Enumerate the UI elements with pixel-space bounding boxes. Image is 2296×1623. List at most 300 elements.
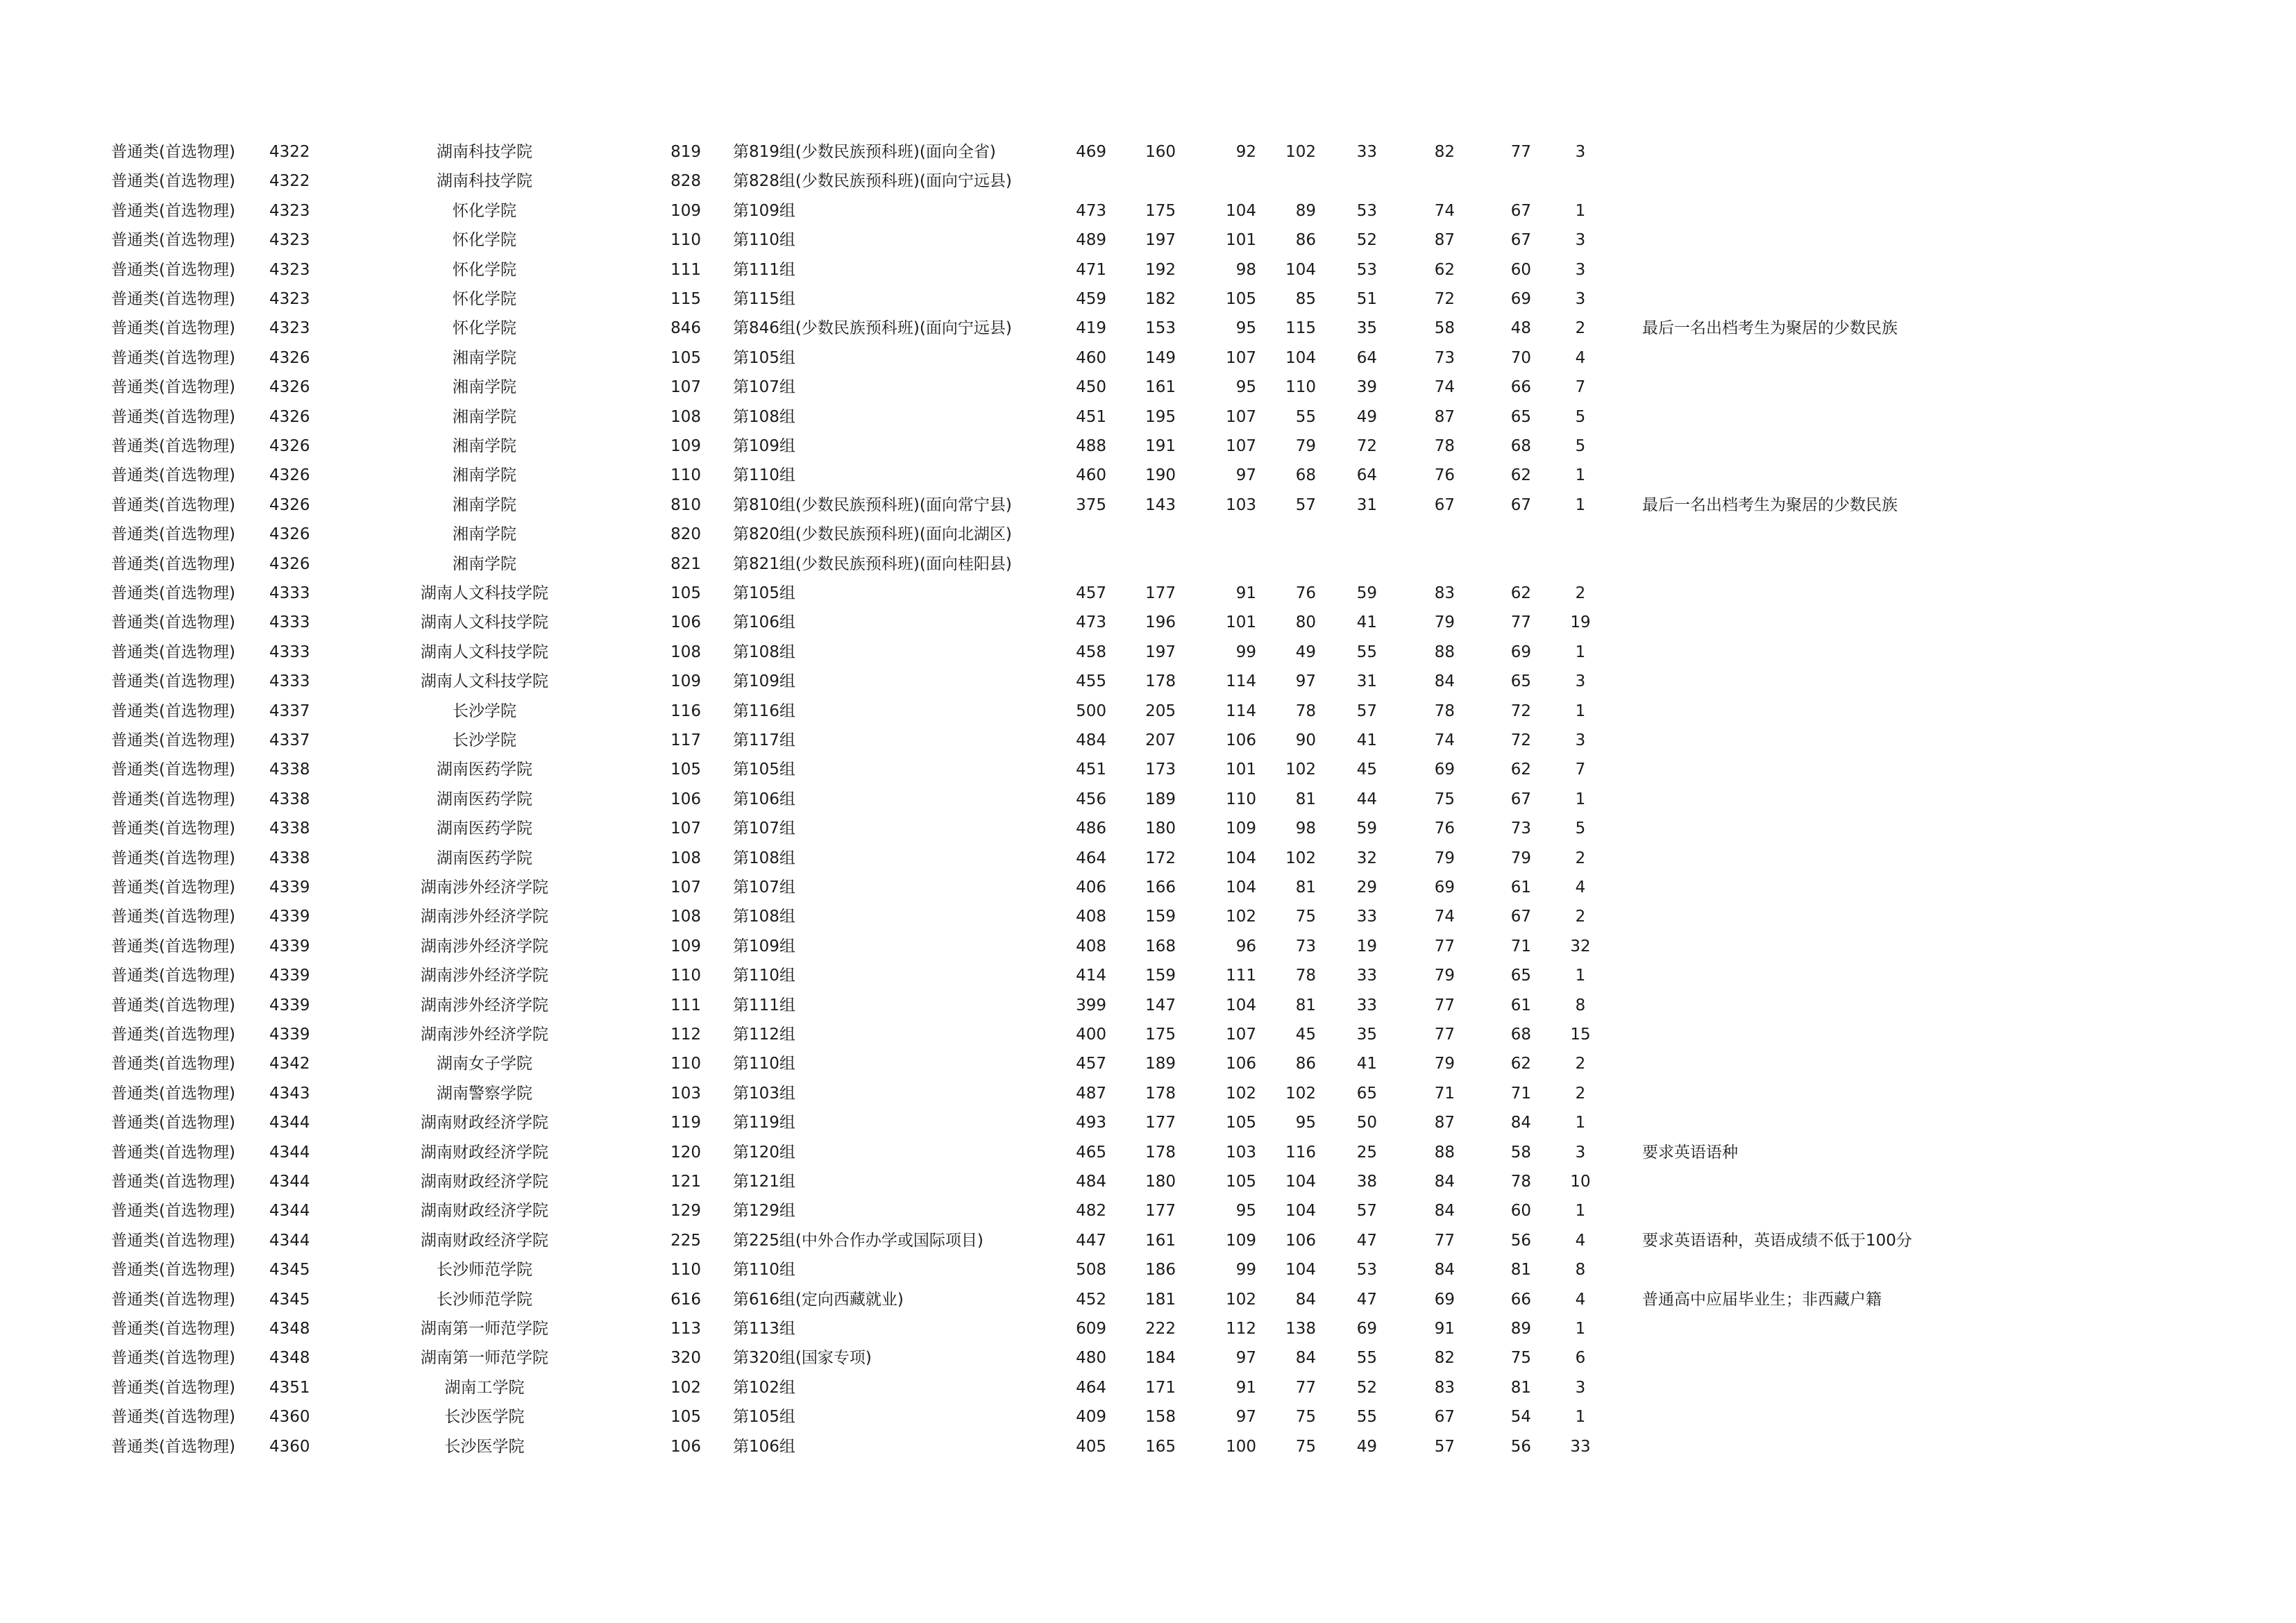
score-cell-4: 68 bbox=[1295, 466, 1316, 485]
score-cell-4: 84 bbox=[1295, 1290, 1316, 1309]
school-code-cell: 4323 bbox=[269, 319, 310, 338]
category-cell: 普通类(首选物理) bbox=[111, 643, 235, 661]
group-name-cell: 第110组 bbox=[733, 967, 795, 985]
score-cell-7: 75 bbox=[1510, 1349, 1531, 1368]
score-cell-7: 68 bbox=[1510, 437, 1531, 455]
score-cell-2: 180 bbox=[1145, 819, 1176, 838]
group-code-cell: 110 bbox=[670, 231, 701, 250]
category-cell: 普通类(首选物理) bbox=[111, 1408, 235, 1427]
score-cell-5: 35 bbox=[1356, 319, 1377, 338]
category-cell: 普通类(首选物理) bbox=[111, 466, 235, 485]
score-cell-2: 165 bbox=[1145, 1437, 1176, 1456]
score-cell-6: 67 bbox=[1434, 1408, 1455, 1427]
score-cell-5: 72 bbox=[1356, 437, 1377, 455]
group-name-cell: 第111组 bbox=[733, 996, 795, 1014]
score-cell-2: 159 bbox=[1145, 908, 1176, 926]
score-cell-6 bbox=[1417, 167, 1455, 196]
score-cell-7: 62 bbox=[1510, 760, 1531, 779]
school-code-cell: 4338 bbox=[269, 819, 310, 838]
school-code-cell: 4338 bbox=[269, 760, 310, 779]
score-cell-5: 52 bbox=[1356, 231, 1377, 250]
score-cell-2: 178 bbox=[1145, 1143, 1176, 1162]
school-name-cell: 湖南人文科技学院 bbox=[421, 672, 548, 691]
table-row bbox=[0, 608, 2296, 637]
category-cell: 普通类(首选物理) bbox=[111, 790, 235, 808]
group-name-cell: 第107组 bbox=[733, 819, 795, 838]
school-name-cell: 湖南医药学院 bbox=[437, 849, 532, 867]
school-name-cell: 湖南财政经济学院 bbox=[421, 1143, 548, 1162]
score-cell-6: 77 bbox=[1434, 937, 1455, 955]
school-code-cell: 4326 bbox=[269, 437, 310, 455]
score-cell-6: 82 bbox=[1434, 143, 1455, 161]
table-row bbox=[0, 284, 2296, 314]
school-name-cell: 湘南学院 bbox=[453, 495, 516, 514]
table-row bbox=[0, 726, 2296, 755]
score-cell-4: 97 bbox=[1295, 672, 1316, 691]
group-code-cell: 111 bbox=[670, 260, 701, 279]
table-row bbox=[0, 961, 2296, 990]
group-name-cell: 第110组 bbox=[733, 231, 795, 250]
score-cell-6 bbox=[1417, 520, 1455, 549]
school-name-cell: 湖南人文科技学院 bbox=[421, 584, 548, 602]
score-cell-2: 192 bbox=[1145, 260, 1176, 279]
school-code-cell: 4345 bbox=[269, 1261, 310, 1280]
score-cell-7: 65 bbox=[1510, 407, 1531, 426]
score-cell-5: 31 bbox=[1356, 672, 1377, 691]
score-cell-3: 104 bbox=[1226, 201, 1256, 220]
score-cell-1: 458 bbox=[1076, 643, 1106, 661]
table-row bbox=[0, 1255, 2296, 1284]
count-cell: 1 bbox=[1575, 702, 1586, 720]
score-cell-6: 57 bbox=[1434, 1437, 1455, 1456]
count-cell: 33 bbox=[1570, 1437, 1591, 1456]
score-cell-1: 465 bbox=[1076, 1143, 1106, 1162]
count-cell: 8 bbox=[1575, 996, 1586, 1014]
group-code-cell: 112 bbox=[670, 1026, 701, 1044]
school-name-cell: 长沙学院 bbox=[453, 731, 516, 749]
score-cell-1: 451 bbox=[1076, 407, 1106, 426]
table-row bbox=[0, 1196, 2296, 1225]
score-cell-4: 102 bbox=[1285, 143, 1316, 161]
table-row bbox=[0, 137, 2296, 167]
table-row bbox=[0, 667, 2296, 696]
score-cell-1: 406 bbox=[1076, 878, 1106, 897]
score-cell-1 bbox=[1069, 520, 1106, 549]
category-cell: 普通类(首选物理) bbox=[111, 319, 235, 338]
score-cell-2: 177 bbox=[1145, 1202, 1176, 1221]
score-cell-5: 53 bbox=[1356, 260, 1377, 279]
group-code-cell: 821 bbox=[670, 554, 701, 573]
score-cell-3: 98 bbox=[1235, 260, 1256, 279]
school-code-cell: 4323 bbox=[269, 231, 310, 250]
group-code-cell: 119 bbox=[670, 1114, 701, 1132]
group-name-cell: 第107组 bbox=[733, 378, 795, 397]
score-cell-3: 104 bbox=[1226, 849, 1256, 867]
school-code-cell: 4338 bbox=[269, 790, 310, 808]
school-name-cell: 湘南学院 bbox=[453, 466, 516, 485]
score-cell-1: 409 bbox=[1076, 1408, 1106, 1427]
school-code-cell: 4344 bbox=[269, 1114, 310, 1132]
score-cell-3: 97 bbox=[1235, 1408, 1256, 1427]
category-cell: 普通类(首选物理) bbox=[111, 1261, 235, 1280]
score-cell-3: 92 bbox=[1235, 143, 1256, 161]
group-code-cell: 820 bbox=[670, 525, 701, 544]
score-cell-3: 100 bbox=[1226, 1437, 1256, 1456]
category-cell: 普通类(首选物理) bbox=[111, 172, 235, 191]
score-cell-2: 207 bbox=[1145, 731, 1176, 749]
count-cell: 7 bbox=[1575, 760, 1586, 779]
score-cell-3: 111 bbox=[1226, 967, 1256, 985]
score-cell-1: 399 bbox=[1076, 996, 1106, 1014]
school-name-cell: 湖南警察学院 bbox=[437, 1084, 532, 1103]
school-code-cell: 4344 bbox=[269, 1202, 310, 1221]
category-cell: 普通类(首选物理) bbox=[111, 849, 235, 867]
score-cell-7: 69 bbox=[1510, 290, 1531, 308]
group-name-cell: 第105组 bbox=[733, 1408, 795, 1427]
score-cell-2: 186 bbox=[1145, 1261, 1176, 1280]
score-cell-3 bbox=[1219, 550, 1256, 579]
count-cell: 32 bbox=[1570, 937, 1591, 955]
table-row bbox=[0, 932, 2296, 961]
group-name-cell: 第120组 bbox=[733, 1143, 795, 1162]
school-code-cell: 4339 bbox=[269, 908, 310, 926]
score-cell-4: 116 bbox=[1285, 1143, 1316, 1162]
score-cell-3: 102 bbox=[1226, 908, 1256, 926]
score-cell-5: 51 bbox=[1356, 290, 1377, 308]
score-cell-4: 104 bbox=[1285, 1173, 1316, 1191]
score-cell-3: 107 bbox=[1226, 437, 1256, 455]
remark-cell: 最后一名出档考生为聚居的少数民族 bbox=[1642, 319, 1898, 338]
group-code-cell: 108 bbox=[670, 908, 701, 926]
score-cell-7: 70 bbox=[1510, 348, 1531, 367]
group-name-cell: 第110组 bbox=[733, 1055, 795, 1073]
score-cell-6: 72 bbox=[1434, 290, 1455, 308]
school-name-cell: 湖南财政经济学院 bbox=[421, 1231, 548, 1250]
group-name-cell: 第105组 bbox=[733, 348, 795, 367]
score-cell-3: 114 bbox=[1226, 672, 1256, 691]
category-cell: 普通类(首选物理) bbox=[111, 731, 235, 749]
count-cell: 5 bbox=[1575, 437, 1586, 455]
score-cell-5: 64 bbox=[1356, 348, 1377, 367]
score-cell-7: 66 bbox=[1510, 1290, 1531, 1309]
score-cell-6: 84 bbox=[1434, 672, 1455, 691]
score-cell-7: 48 bbox=[1510, 319, 1531, 338]
score-cell-4 bbox=[1278, 550, 1316, 579]
table-row bbox=[0, 373, 2296, 402]
score-cell-4: 102 bbox=[1285, 760, 1316, 779]
table-row bbox=[0, 432, 2296, 461]
count-cell: 1 bbox=[1575, 201, 1586, 220]
school-code-cell: 4339 bbox=[269, 996, 310, 1014]
school-name-cell: 湖南涉外经济学院 bbox=[421, 996, 548, 1014]
school-name-cell: 湖南财政经济学院 bbox=[421, 1202, 548, 1221]
score-cell-6: 91 bbox=[1434, 1320, 1455, 1338]
group-code-cell: 121 bbox=[670, 1173, 701, 1191]
category-cell: 普通类(首选物理) bbox=[111, 495, 235, 514]
score-cell-7: 54 bbox=[1510, 1408, 1531, 1427]
category-cell: 普通类(首选物理) bbox=[111, 1378, 235, 1397]
count-cell: 4 bbox=[1575, 348, 1586, 367]
score-cell-6: 83 bbox=[1434, 584, 1455, 602]
score-cell-4: 81 bbox=[1295, 996, 1316, 1014]
category-cell: 普通类(首选物理) bbox=[111, 584, 235, 602]
score-cell-6: 58 bbox=[1434, 319, 1455, 338]
score-cell-5: 53 bbox=[1356, 201, 1377, 220]
school-code-cell: 4322 bbox=[269, 143, 310, 161]
count-cell: 2 bbox=[1575, 908, 1586, 926]
score-cell-3: 95 bbox=[1235, 1202, 1256, 1221]
score-cell-7 bbox=[1494, 167, 1531, 196]
score-cell-7: 61 bbox=[1510, 996, 1531, 1014]
score-cell-2: 196 bbox=[1145, 613, 1176, 632]
score-cell-7: 77 bbox=[1510, 143, 1531, 161]
score-cell-5 bbox=[1340, 550, 1377, 579]
score-cell-4: 77 bbox=[1295, 1378, 1316, 1397]
score-cell-6 bbox=[1417, 550, 1455, 579]
score-cell-1: 460 bbox=[1076, 466, 1106, 485]
score-cell-5 bbox=[1340, 167, 1377, 196]
school-name-cell: 湖南涉外经济学院 bbox=[421, 967, 548, 985]
score-cell-4: 78 bbox=[1295, 702, 1316, 720]
score-cell-4: 81 bbox=[1295, 878, 1316, 897]
score-cell-3: 106 bbox=[1226, 731, 1256, 749]
score-cell-6: 69 bbox=[1434, 878, 1455, 897]
group-code-cell: 106 bbox=[670, 1437, 701, 1456]
score-cell-4: 75 bbox=[1295, 1408, 1316, 1427]
count-cell: 3 bbox=[1575, 731, 1586, 749]
table-row bbox=[0, 461, 2296, 490]
group-code-cell: 110 bbox=[670, 1055, 701, 1073]
score-cell-1: 473 bbox=[1076, 613, 1106, 632]
score-cell-1: 471 bbox=[1076, 260, 1106, 279]
score-cell-3: 95 bbox=[1235, 378, 1256, 397]
score-cell-4: 76 bbox=[1295, 584, 1316, 602]
category-cell: 普通类(首选物理) bbox=[111, 819, 235, 838]
group-code-cell: 616 bbox=[670, 1290, 701, 1309]
score-cell-3: 107 bbox=[1226, 348, 1256, 367]
score-cell-1: 480 bbox=[1076, 1349, 1106, 1368]
school-code-cell: 4348 bbox=[269, 1320, 310, 1338]
score-cell-4: 138 bbox=[1285, 1320, 1316, 1338]
score-cell-1: 405 bbox=[1076, 1437, 1106, 1456]
group-name-cell: 第108组 bbox=[733, 908, 795, 926]
score-cell-7: 71 bbox=[1510, 937, 1531, 955]
score-cell-5: 35 bbox=[1356, 1026, 1377, 1044]
score-cell-2: 158 bbox=[1145, 1408, 1176, 1427]
score-cell-6: 71 bbox=[1434, 1084, 1455, 1103]
score-cell-7: 81 bbox=[1510, 1261, 1531, 1280]
school-name-cell: 长沙医学院 bbox=[444, 1408, 525, 1427]
group-name-cell: 第810组(少数民族预科班)(面向常宁县) bbox=[733, 495, 1012, 514]
school-code-cell: 4323 bbox=[269, 290, 310, 308]
score-cell-4: 45 bbox=[1295, 1026, 1316, 1044]
score-cell-5: 32 bbox=[1356, 849, 1377, 867]
school-code-cell: 4348 bbox=[269, 1349, 310, 1368]
category-cell: 普通类(首选物理) bbox=[111, 672, 235, 691]
table-row bbox=[0, 785, 2296, 814]
group-name-cell: 第109组 bbox=[733, 937, 795, 955]
count-cell: 4 bbox=[1575, 1231, 1586, 1250]
score-cell-3: 99 bbox=[1235, 643, 1256, 661]
score-cell-2: 168 bbox=[1145, 937, 1176, 955]
score-cell-2: 190 bbox=[1145, 466, 1176, 485]
group-name-cell: 第828组(少数民族预科班)(面向宁远县) bbox=[733, 172, 1012, 191]
school-code-cell: 4333 bbox=[269, 613, 310, 632]
count-cell: 1 bbox=[1575, 466, 1586, 485]
score-cell-7: 68 bbox=[1510, 1026, 1531, 1044]
school-code-cell: 4323 bbox=[269, 260, 310, 279]
score-cell-6: 78 bbox=[1434, 702, 1455, 720]
score-cell-7: 62 bbox=[1510, 1055, 1531, 1073]
score-cell-4: 86 bbox=[1295, 1055, 1316, 1073]
school-code-cell: 4339 bbox=[269, 878, 310, 897]
count-cell: 3 bbox=[1575, 231, 1586, 250]
school-code-cell: 4322 bbox=[269, 172, 310, 191]
table-row bbox=[0, 873, 2296, 902]
category-cell: 普通类(首选物理) bbox=[111, 1055, 235, 1073]
group-code-cell: 320 bbox=[670, 1349, 701, 1368]
table-row bbox=[0, 520, 2296, 549]
group-code-cell: 109 bbox=[670, 937, 701, 955]
school-name-cell: 怀化学院 bbox=[453, 319, 516, 338]
school-name-cell: 湖南工学院 bbox=[444, 1378, 525, 1397]
count-cell bbox=[1562, 520, 1599, 549]
school-code-cell: 4326 bbox=[269, 554, 310, 573]
score-cell-6: 74 bbox=[1434, 201, 1455, 220]
school-name-cell: 湖南财政经济学院 bbox=[421, 1173, 548, 1191]
score-cell-4: 104 bbox=[1285, 1261, 1316, 1280]
score-cell-1: 457 bbox=[1076, 1055, 1106, 1073]
score-cell-2: 189 bbox=[1145, 1055, 1176, 1073]
group-name-cell: 第105组 bbox=[733, 584, 795, 602]
school-code-cell: 4333 bbox=[269, 643, 310, 661]
group-name-cell: 第106组 bbox=[733, 613, 795, 632]
score-cell-5: 33 bbox=[1356, 996, 1377, 1014]
count-cell: 3 bbox=[1575, 260, 1586, 279]
school-code-cell: 4326 bbox=[269, 407, 310, 426]
score-cell-1: 484 bbox=[1076, 731, 1106, 749]
score-cell-7: 56 bbox=[1510, 1437, 1531, 1456]
count-cell: 1 bbox=[1575, 790, 1586, 808]
score-cell-2: 159 bbox=[1145, 967, 1176, 985]
score-cell-6: 79 bbox=[1434, 613, 1455, 632]
score-cell-5: 57 bbox=[1356, 702, 1377, 720]
score-cell-3: 101 bbox=[1226, 760, 1256, 779]
score-cell-5: 33 bbox=[1356, 143, 1377, 161]
count-cell: 8 bbox=[1575, 1261, 1586, 1280]
category-cell: 普通类(首选物理) bbox=[111, 702, 235, 720]
score-cell-1: 457 bbox=[1076, 584, 1106, 602]
score-cell-7: 72 bbox=[1510, 702, 1531, 720]
count-cell: 3 bbox=[1575, 672, 1586, 691]
score-cell-1: 500 bbox=[1076, 702, 1106, 720]
school-code-cell: 4326 bbox=[269, 525, 310, 544]
group-name-cell: 第121组 bbox=[733, 1173, 795, 1191]
group-code-cell: 819 bbox=[670, 143, 701, 161]
group-name-cell: 第119组 bbox=[733, 1114, 795, 1132]
group-name-cell: 第109组 bbox=[733, 201, 795, 220]
score-cell-2: 161 bbox=[1145, 378, 1176, 397]
score-cell-1: 419 bbox=[1076, 319, 1106, 338]
group-code-cell: 225 bbox=[670, 1231, 701, 1250]
group-code-cell: 103 bbox=[670, 1084, 701, 1103]
group-name-cell: 第106组 bbox=[733, 790, 795, 808]
score-cell-1: 452 bbox=[1076, 1290, 1106, 1309]
score-cell-7: 67 bbox=[1510, 495, 1531, 514]
score-cell-7: 60 bbox=[1510, 1202, 1531, 1221]
group-code-cell: 105 bbox=[670, 1408, 701, 1427]
score-cell-2: 149 bbox=[1145, 348, 1176, 367]
score-cell-3: 110 bbox=[1226, 790, 1256, 808]
score-cell-3: 91 bbox=[1235, 584, 1256, 602]
score-cell-1: 489 bbox=[1076, 231, 1106, 250]
score-cell-5: 55 bbox=[1356, 1408, 1377, 1427]
score-cell-2: 180 bbox=[1145, 1173, 1176, 1191]
category-cell: 普通类(首选物理) bbox=[111, 143, 235, 161]
score-cell-7: 67 bbox=[1510, 908, 1531, 926]
count-cell: 1 bbox=[1575, 967, 1586, 985]
group-name-cell: 第108组 bbox=[733, 643, 795, 661]
school-name-cell: 湖南人文科技学院 bbox=[421, 613, 548, 632]
score-cell-7: 65 bbox=[1510, 672, 1531, 691]
category-cell: 普通类(首选物理) bbox=[111, 967, 235, 985]
school-name-cell: 湘南学院 bbox=[453, 378, 516, 397]
score-cell-4 bbox=[1278, 167, 1316, 196]
count-cell: 3 bbox=[1575, 290, 1586, 308]
school-code-cell: 4360 bbox=[269, 1408, 310, 1427]
school-name-cell: 怀化学院 bbox=[453, 201, 516, 220]
category-cell: 普通类(首选物理) bbox=[111, 525, 235, 544]
group-code-cell: 828 bbox=[670, 172, 701, 191]
score-cell-3: 99 bbox=[1235, 1261, 1256, 1280]
group-code-cell: 107 bbox=[670, 878, 701, 897]
score-cell-4: 80 bbox=[1295, 613, 1316, 632]
score-cell-1: 400 bbox=[1076, 1026, 1106, 1044]
table-row bbox=[0, 314, 2296, 343]
score-cell-3: 97 bbox=[1235, 466, 1256, 485]
score-cell-5: 53 bbox=[1356, 1261, 1377, 1280]
score-cell-5: 49 bbox=[1356, 1437, 1377, 1456]
score-cell-2: 195 bbox=[1145, 407, 1176, 426]
score-cell-5: 49 bbox=[1356, 407, 1377, 426]
score-cell-3: 95 bbox=[1235, 319, 1256, 338]
score-cell-6: 87 bbox=[1434, 1114, 1455, 1132]
score-cell-7: 81 bbox=[1510, 1378, 1531, 1397]
score-cell-7: 56 bbox=[1510, 1231, 1531, 1250]
score-cell-4: 75 bbox=[1295, 1437, 1316, 1456]
table-row bbox=[0, 579, 2296, 608]
count-cell: 5 bbox=[1575, 819, 1586, 838]
group-name-cell: 第129组 bbox=[733, 1202, 795, 1221]
score-cell-5: 33 bbox=[1356, 908, 1377, 926]
category-cell: 普通类(首选物理) bbox=[111, 1349, 235, 1368]
score-cell-1: 459 bbox=[1076, 290, 1106, 308]
school-code-cell: 4360 bbox=[269, 1437, 310, 1456]
score-cell-5: 44 bbox=[1356, 790, 1377, 808]
score-cell-7: 73 bbox=[1510, 819, 1531, 838]
score-cell-6: 77 bbox=[1434, 996, 1455, 1014]
score-cell-3: 104 bbox=[1226, 878, 1256, 897]
count-cell: 2 bbox=[1575, 319, 1586, 338]
group-name-cell: 第117组 bbox=[733, 731, 795, 749]
score-cell-3: 102 bbox=[1226, 1084, 1256, 1103]
score-cell-1: 488 bbox=[1076, 437, 1106, 455]
category-cell: 普通类(首选物理) bbox=[111, 1202, 235, 1221]
score-cell-1: 464 bbox=[1076, 1378, 1106, 1397]
score-cell-3 bbox=[1219, 167, 1256, 196]
table-row bbox=[0, 255, 2296, 284]
score-cell-4: 115 bbox=[1285, 319, 1316, 338]
